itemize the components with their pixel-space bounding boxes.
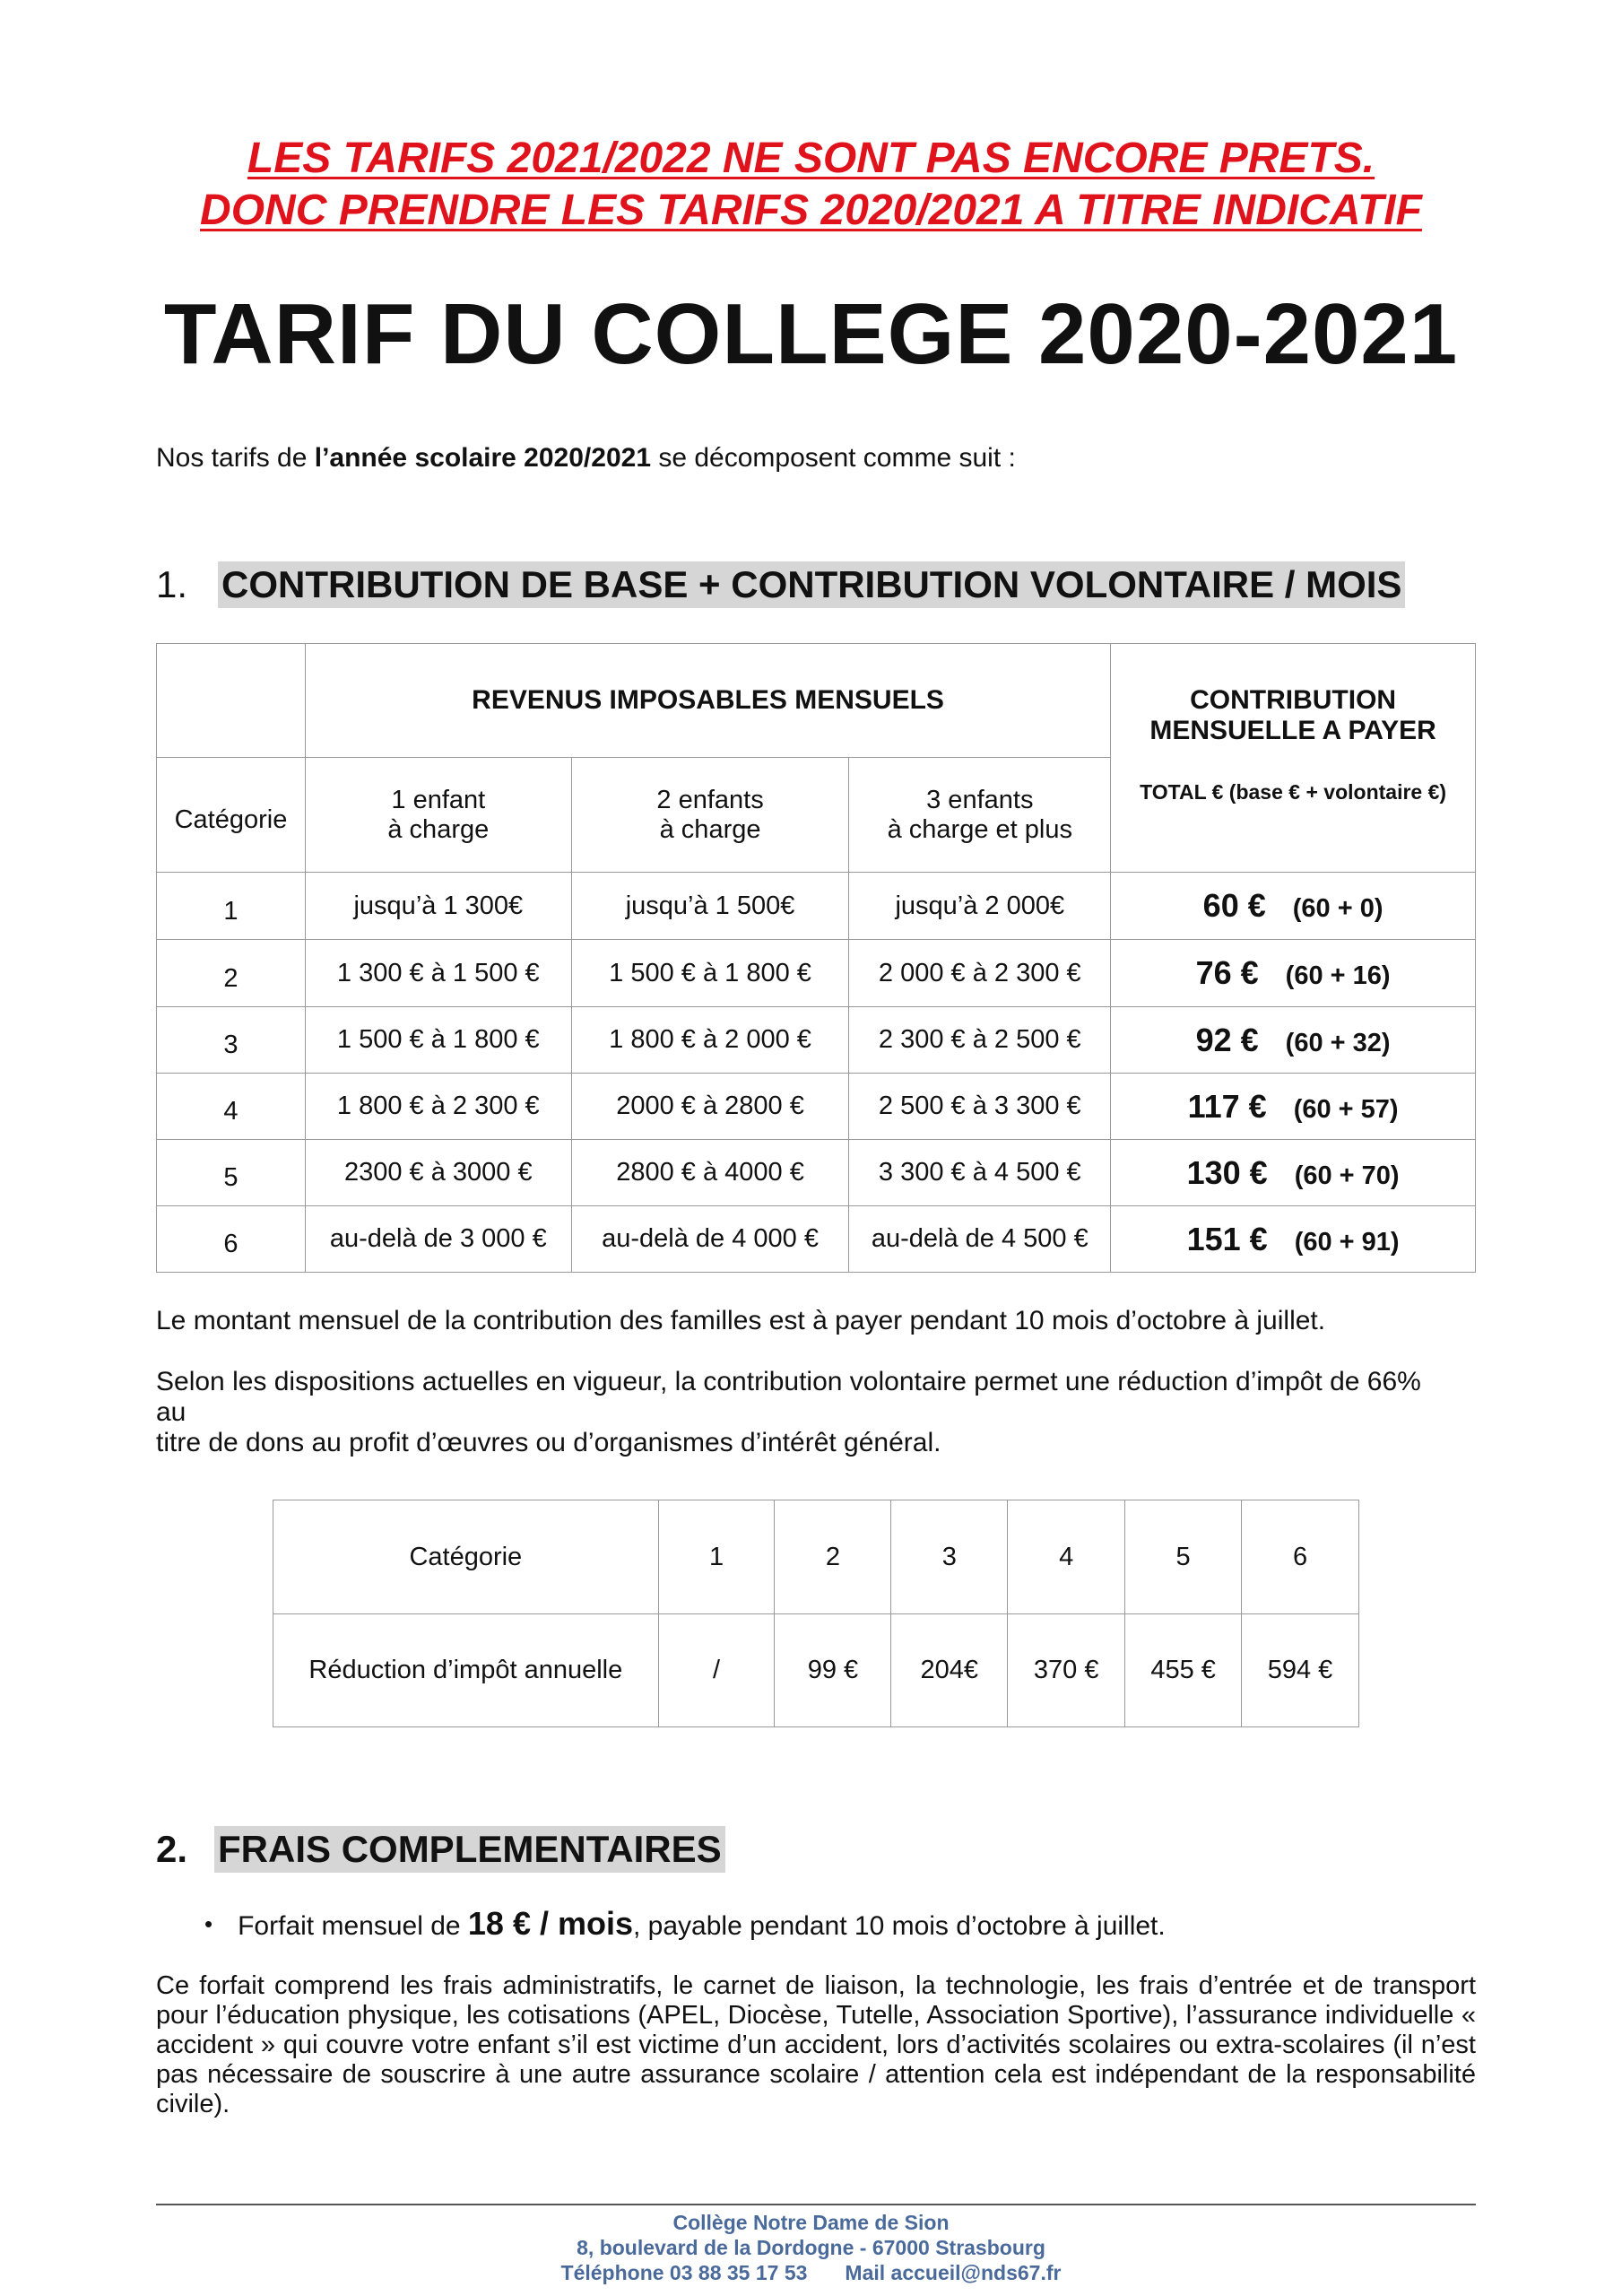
section-2-heading [156,1826,725,1873]
row-breakdown: (60 + 70) [1294,1161,1400,1190]
reduction-value: 455 € [1125,1614,1242,1727]
row-amount: 76 € [1195,954,1259,991]
reduction-category: 6 [1242,1500,1359,1614]
section-1-heading [156,561,1405,608]
row-amount: 151 € [1186,1220,1268,1257]
row-breakdown: (60 + 0) [1292,894,1383,923]
table-row [157,1206,1476,1273]
reduction-value: 370 € [1008,1614,1125,1727]
row-breakdown: (60 + 32) [1285,1028,1391,1057]
intro-before: Nos tarifs de [156,443,315,473]
intro-after: se décomposent comme suit : [651,443,1016,473]
revenus-header: REVENUS IMPOSABLES MENSUELS [305,644,1110,758]
row-col3: 2 300 € à 2 500 € [849,1007,1111,1074]
col2-header [571,758,849,873]
row-category: 6 [157,1206,306,1273]
empty-header-cell [157,644,306,758]
row-category: 5 [157,1140,306,1206]
reduction-category: 5 [1125,1500,1242,1614]
reduction-value: 594 € [1242,1614,1359,1727]
col1-header-line1: 1 enfant [391,785,486,814]
reduction-value: / [658,1614,775,1727]
footer-contact [0,2260,1622,2285]
tariff-table [156,643,1476,1273]
page-title: TARIF DU COLLEGE 2020-2021 [163,286,1459,382]
warning-banner [0,133,1622,237]
section-1-title: CONTRIBUTION DE BASE + CONTRIBUTION VOLONTAIRE / MOIS [218,561,1405,608]
row-col3: 2 500 € à 3 300 € [849,1074,1111,1140]
col2-header-line1: 2 enfants [656,785,764,814]
row-category: 1 [157,873,306,940]
table-row [157,873,1476,940]
row-col2: jusqu’à 1 500€ [571,873,849,940]
col3-header-line1: 3 enfants [926,785,1034,814]
col1-header [305,758,571,873]
col3-header [849,758,1111,873]
reduction-category: 1 [658,1500,775,1614]
col2-header-line2: à charge [659,814,761,844]
row-col2: 2800 € à 4000 € [571,1140,849,1206]
tax-note-line1: Selon les dispositions actuelles en vigueur, la contribution volontaire permet une réduction d’impôt de 66% [156,1367,1421,1396]
footer-phone: Téléphone 03 88 35 17 53 [560,2261,808,2284]
forfait-bullet [204,1905,1166,1943]
bullet-amount: 18 € / mois [467,1905,634,1942]
reduction-value: 99 € [775,1614,891,1727]
row-contribution [1111,940,1476,1007]
row-amount: 130 € [1186,1153,1268,1191]
tax-reduction-note [156,1367,1476,1458]
row-col1: au-delà de 3 000 € [305,1206,571,1273]
reduction-category: 3 [891,1500,1008,1614]
row-contribution [1111,1140,1476,1206]
table-row [157,1140,1476,1206]
row-category: 3 [157,1007,306,1074]
row-col1: 2300 € à 3000 € [305,1140,571,1206]
row-col1: 1 800 € à 2 300 € [305,1074,571,1140]
warning-line-1: LES TARIFS 2021/2022 NE SONT PAS ENCORE PRETS. [247,135,1375,182]
row-col3: jusqu’à 2 000€ [849,873,1111,940]
intro-text [156,443,1016,474]
row-category: 4 [157,1074,306,1140]
section-2-number: 2. [156,1828,188,1870]
footer-address: 8, boulevard de la Dordogne - 67000 Strasbourg [577,2236,1045,2259]
row-contribution [1111,873,1476,940]
footer-school-name: Collège Notre Dame de Sion [672,2211,950,2234]
table-row [157,1007,1476,1074]
bullet-after: , payable pendant 10 mois d’octobre à juillet. [633,1911,1166,1941]
row-breakdown: (60 + 91) [1294,1227,1400,1257]
table-row [273,1614,1359,1727]
row-col2: 1 800 € à 2 000 € [571,1007,849,1074]
category-header: Catégorie [157,758,306,873]
reduction-category: 2 [775,1500,891,1614]
col1-header-line2: à charge [387,814,490,844]
col3-header-line2: à charge et plus [887,814,1072,844]
row-col3: 3 300 € à 4 500 € [849,1140,1111,1206]
row-amount: 92 € [1195,1021,1259,1058]
contribution-header-line1: CONTRIBUTION [1190,685,1397,715]
row-col3: au-delà de 4 500 € [849,1206,1111,1273]
section-2-title: FRAIS COMPLEMENTAIRES [214,1826,725,1873]
tax-note-line3: titre de dons au profit d’œuvres ou d’organismes d’intérêt général. [156,1428,941,1457]
contribution-header-line2: MENSUELLE A PAYER [1149,716,1436,745]
row-col1: jusqu’à 1 300€ [305,873,571,940]
reduction-value-label: Réduction d’impôt annuelle [273,1614,659,1727]
warning-line-2: DONC PRENDRE LES TARIFS 2020/2021 A TITRE INDICATIF [200,187,1422,234]
tax-reduction-table [273,1500,1359,1727]
reduction-category-label: Catégorie [273,1500,659,1614]
reduction-category: 4 [1008,1500,1125,1614]
row-breakdown: (60 + 57) [1293,1094,1399,1124]
row-col3: 2 000 € à 2 300 € [849,940,1111,1007]
table-row [273,1500,1359,1614]
tax-note-line2: au [156,1397,186,1427]
row-col1: 1 500 € à 1 800 € [305,1007,571,1074]
footer-divider [156,2204,1476,2205]
row-contribution [1111,1206,1476,1273]
footer-mail: Mail accueil@nds67.fr [845,2261,1062,2284]
contribution-header [1111,644,1476,873]
row-amount: 117 € [1187,1087,1267,1125]
bullet-text [238,1905,1166,1943]
bullet-before: Forfait mensuel de [238,1911,468,1941]
row-col1: 1 300 € à 1 500 € [305,940,571,1007]
row-amount: 60 € [1202,887,1266,924]
section-1-number: 1. [156,563,188,605]
bullet-icon: • [204,1909,213,1937]
forfait-description: Ce forfait comprend les frais administratifs, le carnet de liaison, la technologie, les frais d’entrée et de transport pour l’éducation physique, les cotisations (APEL, Diocèse, Tutelle, Association Sportive), l’assurance individuelle « accident » qui couvre votre enfant s’il est victime d’un accident, lors d’activités scolaires ou extra-scolaires (il n’est pas nécessaire de souscrire à une autre assurance scolaire / attention cela est indépendant de la responsabilité civile). [156,1971,1476,2118]
total-note: TOTAL € (base € + volontaire €) [1140,780,1447,804]
row-contribution [1111,1074,1476,1140]
row-col2: 2000 € à 2800 € [571,1074,849,1140]
row-col2: 1 500 € à 1 800 € [571,940,849,1007]
payment-note: Le montant mensuel de la contribution des familles est à payer pendant 10 mois d’octobre à juillet. [156,1306,1326,1335]
table-row [157,1074,1476,1140]
row-category: 2 [157,940,306,1007]
row-contribution [1111,1007,1476,1074]
row-col2: au-delà de 4 000 € [571,1206,849,1273]
intro-bold: l’année scolaire 2020/2021 [314,443,651,473]
table-row [157,940,1476,1007]
row-breakdown: (60 + 16) [1285,961,1391,990]
reduction-value: 204€ [891,1614,1008,1727]
